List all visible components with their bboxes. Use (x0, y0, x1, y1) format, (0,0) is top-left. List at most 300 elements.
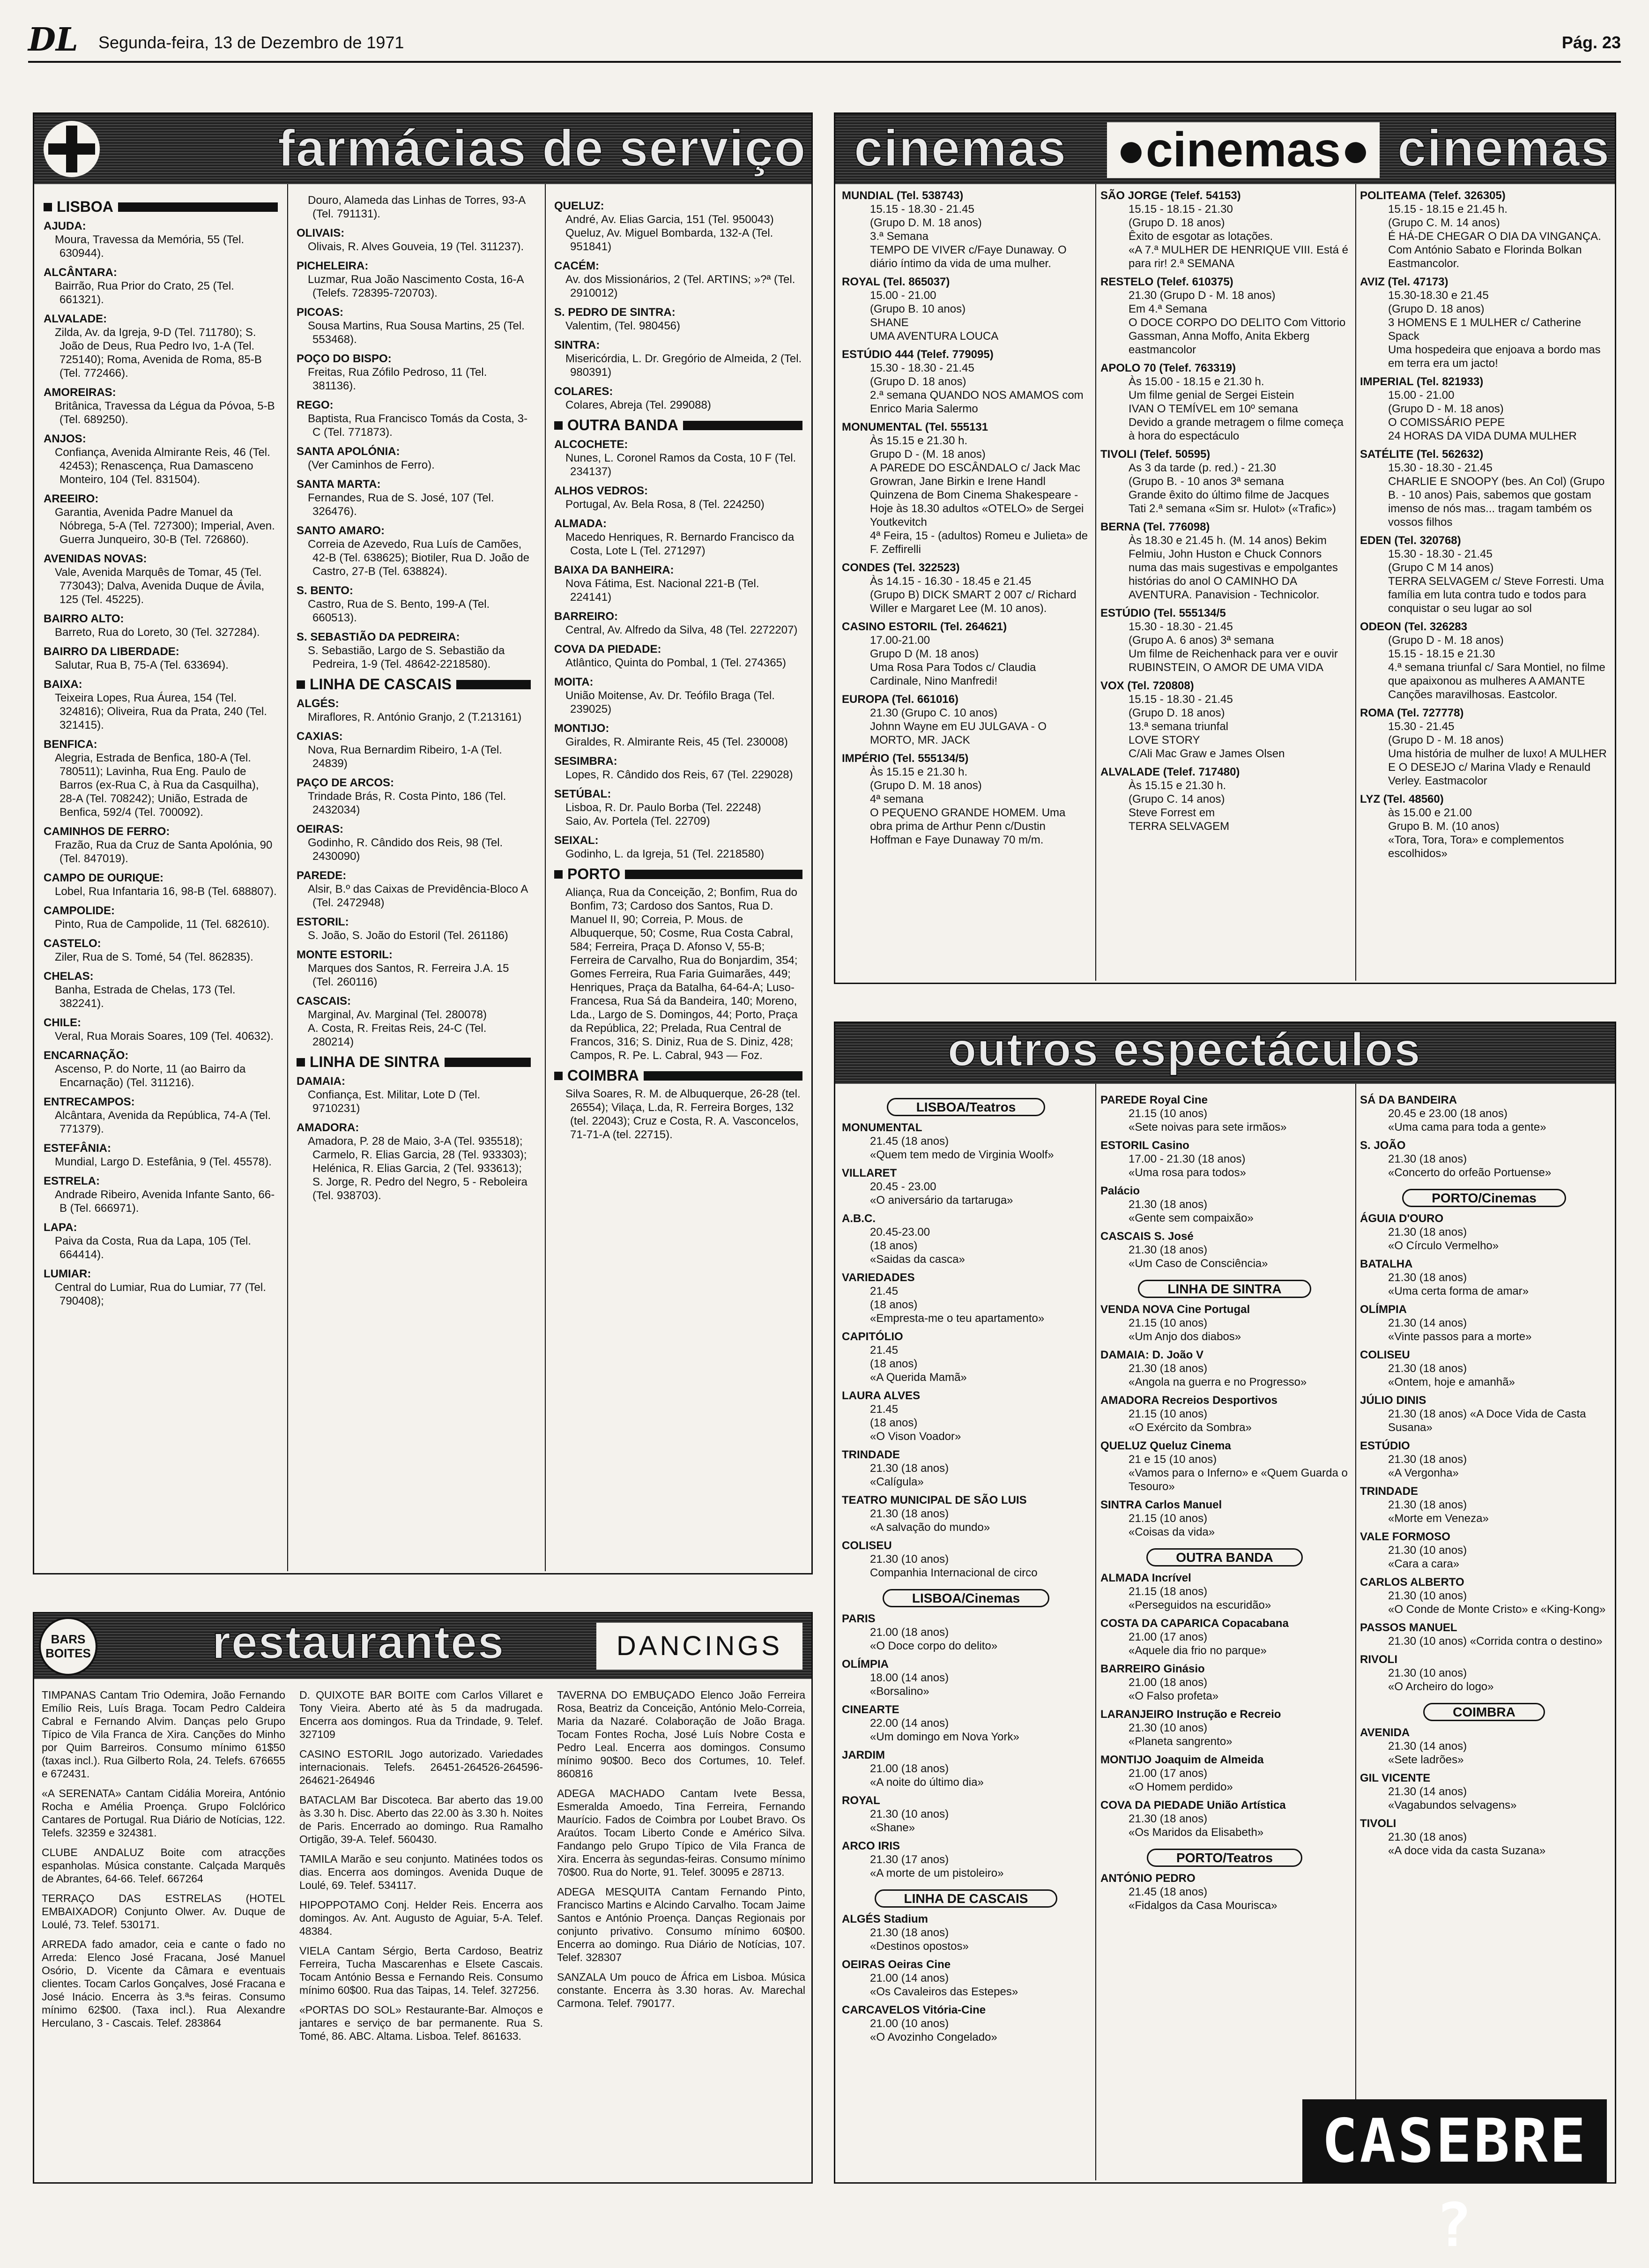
venue-detail: 21.30 (10 anos) (1129, 1722, 1208, 1734)
pharmacy-location: LUMIAR: (44, 1268, 91, 1280)
pharmacy-location: AMADORA: (297, 1121, 359, 1134)
pharmacy-location: ESTEFÂNIA: (44, 1142, 111, 1155)
section-rule (683, 421, 802, 430)
cinema-detail: Às 18.30 e 21.45 h. (M. 14 anos) Bekim Felmiu, John Huston e Chuck Connors numa das mais sugestivas e empolgantes histórias do anol O CAMINHO DA AVENTURA. Panavision - Technicolor. (1129, 534, 1338, 601)
pharmacy-location: AREEIRO: (44, 492, 99, 505)
venue-detail: 21.15 (10 anos) (1129, 1408, 1208, 1420)
cinema-detail: 13.ª semana triunfal (1129, 720, 1228, 733)
venue-name: CARLOS ALBERTO (1360, 1576, 1464, 1589)
farmacias-box (33, 112, 813, 1574)
category-pill: LISBOA/Teatros (887, 1098, 1046, 1116)
venue-name: TEATRO MUNICIPAL DE SÃO LUIS (842, 1494, 1027, 1507)
venue-listing (1100, 1708, 1349, 1748)
cinema-detail: As 3 da tarde (p. red.) - 21.30 (1129, 462, 1276, 474)
venue-detail: 21.45 (870, 1344, 899, 1357)
pharmacy-entry: Valentim, (Tel. 980456) (565, 320, 681, 332)
cinema-detail: Steve Forrest em (1129, 806, 1215, 819)
cinema-listing (842, 189, 1090, 270)
venue-name: MONUMENTAL (842, 1121, 922, 1134)
cinema-detail: 15.30 - 21.45 (1388, 720, 1455, 733)
venue-listing (842, 1657, 1090, 1698)
cinema-listing (842, 275, 1090, 343)
cinema-detail: (Grupo D - M. 18 anos) (1388, 734, 1504, 746)
venue-name: DAMAIA: D. João V (1100, 1349, 1204, 1361)
cinema-detail: Grupo D (M. 18 anos) (870, 648, 979, 660)
restaurantes-col-3 (557, 1688, 805, 2016)
venue-listing (1100, 1753, 1349, 1794)
restaurant-entry: ADEGA MESQUITA Cantam Fernando Pinto, Francisco Martins e Alcindo Carvalho. Tocam Jaime Santos e António Proença. Danças Regionais por conjunto privativo. Consumo mínimo 60$00. Encerra ao domingo. Rua Diário de Notícias, 107. Telef. 328307 (557, 1886, 805, 1963)
pharmacy-entry: Central do Lumiar, Rua do Lumiar, 77 (Tel. 790408); (55, 1281, 266, 1307)
venue-listing (1360, 1621, 1608, 1648)
venue-listing (1360, 1257, 1608, 1298)
restaurantes-banner (34, 1613, 811, 1679)
section-rule (456, 680, 531, 689)
venue-detail: «A doce vida da casta Suzana» (1388, 1844, 1546, 1857)
venue-name: LAURA ALVES (842, 1389, 921, 1402)
venue-listing (1360, 1212, 1608, 1253)
section-linha-sintra (297, 1055, 531, 1069)
cinema-name: BERNA (Tel. 776098) (1100, 521, 1210, 533)
venue-name: VALE FORMOSO (1360, 1530, 1450, 1543)
cinema-listing (1100, 448, 1349, 515)
venue-detail: «A noite do último dia» (870, 1776, 984, 1789)
cinema-detail: 21.30 (Grupo C. 10 anos) (870, 707, 998, 719)
section-rule (625, 870, 802, 879)
restaurant-entry: SANZALA Um pouco de África em Lisboa. Música constante. Encerra às 3.30 horas. Av. Marechal Carmona. Telef. 790177. (557, 1971, 805, 2009)
venue-listing (1360, 1093, 1608, 1134)
pharmacy-entry: Trindade Brás, R. Costa Pinto, 186 (Tel. 2432034) (308, 790, 506, 816)
cinema-name: TIVOLI (Telef. 50595) (1100, 448, 1211, 461)
cinema-detail: (Grupo D. 18 anos) (870, 375, 966, 388)
venue-name: ESTORIL Casino (1100, 1139, 1189, 1152)
pharmacy-location: PAÇO DE ARCOS: (297, 776, 394, 789)
venue-detail: «Uma rosa para todos» (1129, 1166, 1246, 1179)
pharmacy-entry: Zilda, Av. da Igreja, 9-D (Tel. 711780); S. João de Deus, Rua Pedro Ivo, 1-A (Tel. 725140); Roma, Avenida de Roma, 85-B (Tel. 772466). (55, 326, 262, 380)
cinema-detail: Um filme de Reichenhack para ver e ouvir (1129, 648, 1338, 660)
cinema-detail: Grupo B. M. (10 anos) (1388, 820, 1500, 833)
venue-detail: «Calígula» (870, 1476, 924, 1488)
pharmacy-location: BARREIRO: (554, 610, 618, 623)
cinemas-col-2 (1100, 189, 1349, 838)
venue-detail: 18.00 (14 anos) (870, 1671, 949, 1684)
pharmacy-entry: Freitas, Rua Zófilo Pedroso, 11 (Tel. 381136). (308, 366, 487, 392)
pharmacy-entry: Andrade Ribeiro, Avenida Infante Santo, 66-B (Tel. 666971). (55, 1188, 275, 1215)
cinema-detail: RUBINSTEIN, O AMOR DE UMA VIDA (1129, 661, 1324, 674)
venue-name: SINTRA Carlos Manuel (1100, 1499, 1222, 1511)
section-linha-cascais (297, 678, 531, 691)
cinema-detail: Grupo D - (M. 18 anos) (870, 448, 986, 461)
venue-detail: 21.00 (17 anos) (1129, 1631, 1208, 1643)
venue-detail: 21.30 (10 anos) (1388, 1589, 1467, 1602)
pharmacy-location: ESTORIL: (297, 916, 349, 928)
venue-name: CAPITÓLIO (842, 1330, 903, 1343)
venue-detail: «O Avozinho Congelado» (870, 2031, 997, 2044)
category-header (842, 1093, 1090, 1121)
venue-listing (842, 1166, 1090, 1207)
cinema-detail: Grande êxito do último filme de Jacques Tati 2.ª semana «Sim sr. Hulot» («Trafic») (1129, 489, 1336, 515)
cinemas-banner (835, 114, 1615, 184)
cinema-detail: Às 15.15 e 21.30 h. (1129, 779, 1226, 792)
venue-name: GIL VICENTE (1360, 1772, 1431, 1784)
venue-detail: «O Doce corpo do delito» (870, 1640, 998, 1652)
cinema-detail: 4ª semana (870, 793, 924, 806)
venue-listing (842, 1330, 1090, 1384)
venue-listing (1100, 1617, 1349, 1657)
pharmacy-location: BENFICA: (44, 738, 97, 751)
cinema-detail: 15.30-18.30 e 21.45 (1388, 289, 1489, 302)
cinema-detail: C/Ali Mac Graw e James Olsen (1129, 747, 1285, 760)
cinema-detail: (Grupo B) DICK SMART 2 007 c/ Richard Willer e Margaret Lee (M. 10 anos). (870, 589, 1077, 615)
cinema-detail: Às 14.15 - 16.30 - 18.45 e 21.45 (870, 575, 1032, 588)
pharmacy-entry: Saio, Av. Portela (Tel. 22709) (565, 815, 710, 828)
pharmacy-location: SINTRA: (554, 339, 600, 351)
cinema-detail: TERRA SELVAGEM (1129, 820, 1230, 833)
cinema-detail: (Grupo D. M. 18 anos) (870, 216, 982, 229)
venue-detail: «Uma certa forma de amar» (1388, 1285, 1529, 1298)
restaurant-entry: «A SERENATA» Cantam Cidália Moreira, António Rocha e Amélia Proença. Grupo Folclórico Cantares de Portugal. Rua Diário de Notícias, 122. Telefs. 32359 e 324381. (42, 1787, 285, 1839)
venue-name: ESTÚDIO (1360, 1440, 1410, 1452)
restaurantes-box (33, 1612, 813, 2184)
restaurantes-col-2 (299, 1688, 543, 2049)
venue-name: AMADORA Recreios Desportivos (1100, 1394, 1278, 1407)
cinema-detail: (Grupo B. 10 anos) (870, 303, 966, 315)
cinema-detail: Uma história de mulher de luxo! A MULHER E O DESEJO c/ Marina Vlady e Renauld Verley. Eastmacolor (1388, 747, 1607, 787)
pharmacy-entry: Fernandes, Rua de S. José, 107 (Tel. 326476). (308, 492, 494, 518)
category-header (1100, 1275, 1349, 1303)
cinema-listing (1360, 706, 1608, 788)
pharmacy-location: ALCÂNTARA: (44, 266, 117, 279)
page-header (28, 19, 1621, 63)
venue-name: COVA DA PIEDADE União Artística (1100, 1799, 1286, 1812)
pharmacy-entry: Lobel, Rua Infantaria 16, 98-B (Tel. 688807). (55, 885, 277, 898)
venue-listing (1100, 1348, 1349, 1389)
pharmacy-entry: Nova Fátima, Est. Nacional 221-B (Tel. 224141) (565, 577, 759, 604)
restaurant-entry: CLUBE ANDALUZ Boite com atracções espanholas. Música constante. Calçada Marquês de Abrantes, 64-66. Telef. 667264 (42, 1846, 285, 1885)
pharmacy-location: BAIRRO ALTO: (44, 612, 124, 625)
pharmacy-location: CASTELO: (44, 937, 101, 950)
cinema-detail: 15.15 - 18.15 e 21.45 h. (1388, 203, 1508, 216)
pharmacy-location: CHILE: (44, 1016, 81, 1029)
pharmacy-entry: Sousa Martins, Rua Sousa Martins, 25 (Tel. 553468). (308, 320, 525, 346)
venue-detail: 20.45 - 23.00 (870, 1180, 936, 1193)
pharmacy-location: CAMPO DE OURIQUE: (44, 872, 164, 884)
cinemas-title-left: cinemas (854, 119, 1067, 177)
cinema-detail: 17.00-21.00 (870, 634, 930, 647)
venue-detail: 21.00 (18 anos) (870, 1762, 949, 1775)
outros-col-2 (1100, 1093, 1349, 1917)
venue-detail: 21.15 (18 anos) (1129, 1585, 1208, 1598)
pharmacy-entry: Paiva da Costa, Rua da Lapa, 105 (Tel. 664414). (55, 1235, 251, 1261)
venue-detail: «Gente sem compaixão» (1129, 1212, 1254, 1224)
cinema-name: IMPERIAL (Tel. 821933) (1360, 375, 1484, 388)
cinema-detail: (Grupo C. 14 anos) (1129, 793, 1225, 806)
category-pill: PORTO/Cinemas (1402, 1189, 1566, 1207)
venue-detail: 21.30 (18 anos) (870, 1926, 949, 1939)
venue-listing (1100, 1394, 1349, 1434)
venue-detail: 17.00 - 21.30 (18 anos) (1129, 1153, 1246, 1165)
venue-name: BARREIRO Ginásio (1100, 1663, 1205, 1675)
pharmacy-entry: Macedo Henriques, R. Bernardo Francisco da Costa, Lote L (Tel. 271297) (565, 531, 795, 557)
cinema-detail: «A 7.ª MULHER DE HENRIQUE VIII. Está é para rir! 2.ª SEMANA (1129, 244, 1349, 270)
cinema-detail: 4ª Feira, 15 - (adultos) Romeu e Julieta» de F. Zeffirelli (870, 530, 1088, 556)
cinema-detail: SHANE (870, 316, 909, 329)
cinema-detail: 2.ª semana QUANDO NOS AMAMOS com Enrico Maria Salermo (870, 389, 1084, 415)
venue-name: OLÍMPIA (842, 1658, 889, 1671)
cinemas-title-center: ●cinemas● (1107, 122, 1380, 178)
venue-name: QUELUZ Queluz Cinema (1100, 1440, 1231, 1452)
venue-listing (1360, 1303, 1608, 1343)
badge-bars: BARS (51, 1632, 86, 1646)
venue-detail: 21.00 (18 anos) (870, 1626, 949, 1639)
pharmacy-location: ESTRELA: (44, 1175, 100, 1187)
venue-name: BATALHA (1360, 1258, 1413, 1270)
venue-listing (1360, 1771, 1608, 1812)
cinema-listing (842, 620, 1090, 688)
cinema-listing (1360, 375, 1608, 443)
cinema-detail: Às 15.00 - 18.15 e 21.30 h. (1129, 375, 1264, 388)
cinema-detail: (Grupo D. 18 anos) (1129, 707, 1225, 719)
cinema-detail: 21.30 (Grupo D - M. 18 anos) (1129, 289, 1276, 302)
venue-listing (1360, 1348, 1608, 1389)
venue-name: ANTÓNIO PEDRO (1100, 1872, 1196, 1885)
restaurant-entry: «PORTAS DO SOL» Restaurante-Bar. Almoços e jantares e serviço de bar permanente. Rua S. Tomé, 86. ABC. Altama. Lisboa. Telef. 861633. (299, 2004, 543, 2042)
pharmacy-location: ALCOCHETE: (554, 438, 628, 451)
pharmacy-entry: Misericórdia, L. Dr. Gregório de Almeida, 2 (Tel. 980391) (565, 352, 802, 379)
venue-detail: «Borsalino» (870, 1685, 929, 1698)
pharmacy-location: LAPA: (44, 1221, 77, 1234)
bars-boites-badge (39, 1617, 97, 1676)
cinema-name: IMPÉRIO (Tel. 555134/5) (842, 752, 969, 765)
cinema-detail: Johnn Wayne em EU JULGAVA - O MORTO, MR. JACK (870, 720, 1047, 746)
cinema-name: CONDES (Tel. 322523) (842, 561, 960, 574)
venue-detail: «O Homem perdido» (1129, 1781, 1233, 1793)
pharmacy-location: PICOAS: (297, 306, 344, 319)
venue-listing (1100, 1230, 1349, 1270)
venue-name: COLISEU (1360, 1349, 1410, 1361)
pharmacy-entry: Salutar, Rua B, 75-A (Tel. 633694). (55, 659, 229, 671)
pharmacy-entry: Baptista, Rua Francisco Tomás da Costa, 3-C (Tel. 771873). (308, 412, 528, 439)
venue-detail: (18 anos) (870, 1358, 918, 1370)
cinema-listing (1100, 765, 1349, 833)
cinema-detail: TERRA SELVAGEM c/ Steve Forresti. Uma família em luta contra tudo e todos para conquistar o seu lugar ao sol (1388, 575, 1604, 615)
pharmacy-location: MOITA: (554, 676, 594, 688)
venue-detail: 21.30 (14 anos) (1388, 1317, 1467, 1329)
venue-detail: 21.45 (18 anos) (1129, 1886, 1208, 1898)
venue-detail: 21.30 (14 anos) (1388, 1740, 1467, 1753)
pharmacy-location: CACÉM: (554, 260, 599, 272)
cinema-detail: 3 HOMENS E 1 MULHER c/ Catherine Spack (1388, 316, 1582, 343)
venue-detail: 21.30 (18 anos) (1388, 1226, 1467, 1238)
category-pill: COIMBRA (1423, 1703, 1545, 1721)
venue-detail: 21.30 (18 anos) «A Doce Vida de Casta Susana» (1388, 1408, 1586, 1434)
venue-name: S. JOÃO (1360, 1139, 1406, 1152)
venue-detail: (18 anos) (870, 1239, 918, 1252)
pharmacy-entry: S. Sebastião, Largo de S. Sebastião da Pedreira, 1-9 (Tel. 48642-2218580). (308, 644, 505, 671)
cinema-listing (842, 561, 1090, 615)
category-header (1360, 1184, 1608, 1212)
venue-listing (1360, 1394, 1608, 1434)
cinema-listing (842, 693, 1090, 747)
venue-detail: «Saidas da casca» (870, 1253, 965, 1266)
cinema-detail: às 15.00 e 21.00 (1388, 806, 1472, 819)
venue-listing (1100, 1571, 1349, 1612)
badge-boites: BOITES (45, 1646, 91, 1660)
pharmacy-location: REGO: (297, 399, 334, 411)
venue-detail: «Sete ladrões» (1388, 1753, 1464, 1766)
restaurant-entry: VIELA Cantam Sérgio, Berta Cardoso, Beatriz Ferreira, Tucha Mascarenhas e Elsete Cascais. Tocam António Bessa e Fernando Reis. Consumo mínimo 60$00. Rua das Taipas, 14. Telef. 327256. (299, 1945, 543, 1996)
pharmacy-location: CHELAS: (44, 970, 94, 983)
venue-name: VENDA NOVA Cine Portugal (1100, 1303, 1250, 1316)
venue-detail: 21.00 (10 anos) (870, 2017, 949, 2030)
cinema-listing (1360, 792, 1608, 860)
venue-detail: «Cara a cara» (1388, 1558, 1460, 1570)
venue-name: ARCO IRIS (842, 1840, 900, 1852)
pharmacy-location: AVENIDAS NOVAS: (44, 552, 147, 565)
pharmacy-location: ALMADA: (554, 517, 607, 530)
cinema-listing (1360, 189, 1608, 270)
venue-name: CARCAVELOS Vitória-Cine (842, 2004, 986, 2016)
venue-listing (1360, 1575, 1608, 1616)
cinema-name: CASINO ESTORIL (Tel. 264621) (842, 620, 1007, 633)
venue-name: TRINDADE (842, 1448, 900, 1461)
cinema-detail: 3.ª Semana (870, 230, 928, 243)
venue-name: VILLARET (842, 1167, 897, 1179)
venue-listing (842, 1539, 1090, 1580)
pharmacy-location: PAREDE: (297, 869, 347, 882)
venue-detail: «O Vison Voador» (870, 1430, 961, 1443)
cinema-detail: 15.00 - 21.00 (1388, 389, 1455, 402)
pharmacy-location: ALVALADE: (44, 313, 107, 325)
venue-detail: «Um Anjo dos diabos» (1129, 1330, 1241, 1343)
venue-detail: 21 e 15 (10 anos) (1129, 1453, 1217, 1466)
cinemas-title-right: cinemas (1397, 119, 1611, 177)
venue-listing (842, 1703, 1090, 1744)
cinema-detail: Às 15.15 e 21.30 h. (870, 434, 968, 447)
venue-detail: «Concerto do orfeão Portuense» (1388, 1166, 1552, 1179)
cinema-detail: Um filme genial de Sergei Eistein (1129, 389, 1294, 402)
cinema-detail: TEMPO DE VIVER c/Faye Dunaway. O diário íntimo da vida de uma mulher. (870, 244, 1067, 270)
venue-name: PARIS (842, 1612, 876, 1625)
cinema-detail: É HÁ-DE CHEGAR O DIA DA VINGANÇA. Com António Sabato e Florinda Bolkan Eastmancolor. (1388, 230, 1601, 270)
page-number: Pág. 23 (1561, 33, 1621, 52)
venue-listing (842, 1612, 1090, 1653)
venue-name: OLÍMPIA (1360, 1303, 1407, 1316)
pharmacy-location: BAIRRO DA LIBERDADE: (44, 645, 179, 658)
section-square-icon (554, 421, 563, 430)
venue-detail: 21.30 (10 anos) (870, 1808, 949, 1820)
section-title: COIMBRA (567, 1067, 639, 1084)
venue-listing (1100, 1093, 1349, 1134)
venue-detail: 21.30 (18 anos) (1129, 1362, 1208, 1375)
venue-listing (1360, 1653, 1608, 1694)
cinema-detail: 4.ª semana triunfal c/ Sara Montiel, no filme que apaixonou as mulheres A AMANTE Canções maravilhosas. Eastcolor. (1388, 661, 1605, 701)
venue-detail: 21.45 (870, 1285, 899, 1298)
cinema-detail: (Grupo D. 18 anos) (1129, 216, 1225, 229)
cinema-name: ROYAL (Tel. 865037) (842, 276, 950, 288)
pharmacy-location: ENCARNAÇÃO: (44, 1049, 129, 1062)
venue-detail: 21.30 (14 anos) (1388, 1785, 1467, 1798)
pharmacy-entry: Alcântara, Avenida da República, 74-A (Tel. 771379). (55, 1109, 271, 1135)
pharmacy-location: AMOREIRAS: (44, 386, 116, 399)
venue-listing (1100, 1872, 1349, 1912)
venue-listing (1100, 1439, 1349, 1493)
venue-detail: 21.30 (18 anos) (1388, 1831, 1467, 1843)
section-outra-banda (554, 418, 802, 432)
cinema-name: AVIZ (Tel. 47173) (1360, 276, 1448, 288)
pharmacy-entry: Correia de Azevedo, Rua Luís de Camões, 42-B (Tel. 638625); Biotiler, Rua D. João de Castro, 27-B (Tel. 638824). (308, 538, 529, 578)
pharmacy-location: PICHELEIRA: (297, 260, 369, 272)
outros-title: outros espectáculos (948, 1023, 1421, 1076)
section-title: LINHA DE CASCAIS (310, 676, 452, 693)
venue-name: ALGÉS Stadium (842, 1913, 928, 1925)
pharmacy-entry: Miraflores, R. António Granjo, 2 (T.213161) (308, 711, 522, 724)
venue-detail: 21.30 (18 anos) (1129, 1198, 1208, 1211)
cinema-detail: UMA AVENTURA LOUCA (870, 330, 999, 343)
venue-detail: «O Falso profeta» (1129, 1690, 1219, 1702)
pharmacy-entry: Pinto, Rua de Campolide, 11 (Tel. 682610). (55, 918, 270, 931)
cinema-name: VOX (Tel. 720808) (1100, 679, 1194, 692)
cinema-detail: (Grupo D - M. 18 anos) (1388, 403, 1504, 415)
pharmacy-entry: Nova, Rua Bernardim Ribeiro, 1-A (Tel. 24839) (308, 744, 502, 770)
venue-detail: «A morte de um pistoleiro» (870, 1867, 1004, 1880)
pharmacy-location: SANTA MARTA: (297, 478, 381, 491)
venue-detail: «Um Caso de Consciência» (1129, 1257, 1268, 1270)
venue-name: LARANJEIRO Instrução e Recreio (1100, 1708, 1281, 1721)
pharmacy-entry: Confiança, Est. Militar, Lote D (Tel. 9710231) (308, 1089, 481, 1115)
cinemas-box (834, 112, 1616, 984)
pharmacy-location: S. BENTO: (297, 584, 353, 597)
section-square-icon (297, 1058, 305, 1067)
venue-listing (1100, 1139, 1349, 1179)
cinema-name: EDEN (Tel. 320768) (1360, 534, 1461, 547)
venue-detail: «Planeta sangrento» (1129, 1735, 1233, 1748)
venue-listing (842, 1121, 1090, 1162)
venue-listing (1360, 1726, 1608, 1767)
pharmacy-entry: Lisboa, R. Dr. Paulo Borba (Tel. 22248) (565, 801, 761, 814)
venue-detail: 21.30 (17 anos) (870, 1853, 949, 1866)
cinema-detail: (Grupo C. M. 14 anos) (1388, 216, 1500, 229)
pharmacy-entry: Silva Soares, R. M. de Albuquerque, 26-28 (tel. 26554); Vilaça, L.da, R. Ferreira Borges, 132 (tel. 22043); Cruz e Costa, R. A. Vasconcelos, 71-71-A (tel. 22715). (565, 1088, 801, 1141)
pharmacy-entry: Godinho, L. da Igreja, 51 (Tel. 2218580) (565, 848, 765, 860)
cross-icon (44, 121, 100, 177)
pharmacy-location: CASCAIS: (297, 995, 351, 1007)
cinema-detail: A PAREDE DO ESCÂNDALO c/ Jack Mac Growran, Jane Birkin e Irene Handl (870, 462, 1081, 488)
cinema-name: POLITEAMA (Telef. 326305) (1360, 189, 1506, 202)
venue-listing (842, 1389, 1090, 1443)
cinema-listing (1360, 275, 1608, 370)
venue-detail: «Shane» (870, 1821, 915, 1834)
venue-name: CASCAIS S. José (1100, 1230, 1194, 1243)
pharmacy-location: SANTA APOLÓNIA: (297, 445, 400, 458)
pharmacy-entry: União Moitense, Av. Dr. Teófilo Braga (Tel. 239025) (565, 689, 775, 716)
venue-listing (842, 1794, 1090, 1835)
cinema-detail: IVAN O TEMÍVEL em 10º semana (1129, 403, 1298, 415)
venue-detail: 21.30 (18 anos) (1388, 1453, 1467, 1466)
venue-listing (1360, 1817, 1608, 1858)
venue-detail: «Vinte passos para a morte» (1388, 1330, 1532, 1343)
venue-listing (1100, 1184, 1349, 1225)
cinema-detail: Devido a grande metragem o filme começa à hora do espectáculo (1129, 416, 1344, 442)
cinema-detail: Uma Rosa Para Todos c/ Claudia Cardinale, Nino Manfredi! (870, 661, 1036, 687)
venue-detail: 21.30 (18 anos) (1388, 1153, 1467, 1165)
pharmacy-location: ALHOS VEDROS: (554, 485, 648, 497)
venue-detail: «O Círculo Vermelho» (1388, 1239, 1499, 1252)
venue-detail: «Os Maridos da Elisabeth» (1129, 1826, 1264, 1839)
category-pill: LINHA DE SINTRA (1138, 1280, 1311, 1298)
cinema-name: APOLO 70 (Telef. 763319) (1100, 362, 1236, 374)
venue-detail: (18 anos) (870, 1417, 918, 1429)
pharmacy-entry: Olivais, R. Alves Gouveia, 19 (Tel. 311237). (308, 240, 524, 253)
